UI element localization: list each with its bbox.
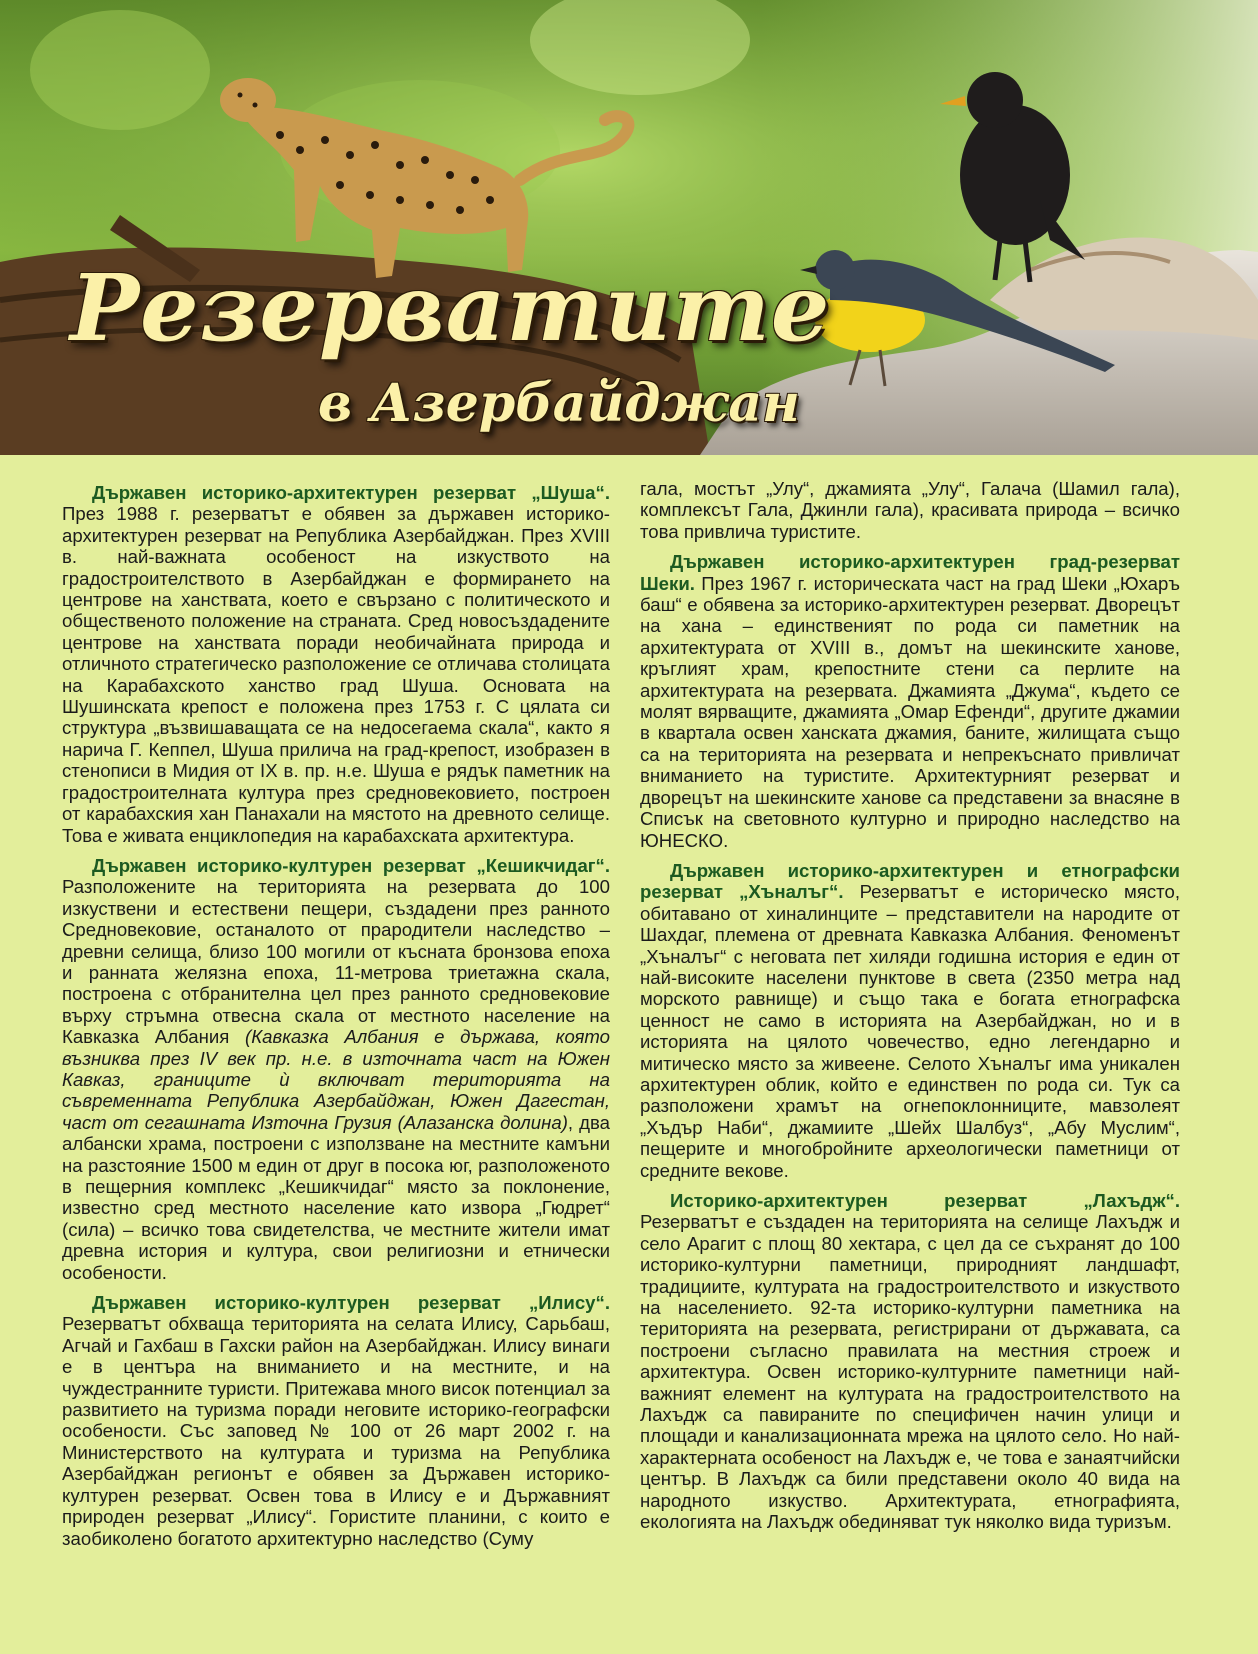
article-text: През 1988 г. резерватът е обявен за държавен историко-архитектурен резерват на Република Азербайджан. През XVIII в. най-важната особеност на изкуството на градостроителството в Азербайджан е формирането на центрове на ханствата, което е свързано с политическото и общественото положение на страната. Сред новосъздадените центрове на ханствата поради необичайната природа и отличното стратегическо разположение се отличава столицата на Карабахското ханство град Шуша. Основата на Шушинската крепост е положена през 1753 г. С цялата си структура „възвишаващата се на недосегаема скала“, както я нарича Г. Кеппел, Шуша прилича на град-крепост, изобразен в стенописи в Мидия от IX в. пр. н.е. Шуша е рядък паметник на градостроителната култура през средновековието, построен от карабахския хан Панахали на мястото на древното селище. Това е живата енциклопедия на карабахската архитектура.: [62, 503, 610, 846]
right-column: [640, 478, 1180, 1542]
article-shusha: [62, 482, 610, 846]
article-italic-note: (Кавказка Албания е държава, която възниква през IV век пр. н.е. в източната част на Южен Кавказ, границите ѝ включват територията на съвременната Република Азербайджан, Южен Дагестан, част от сегашната Източна Грузия (Алазанска долина): [62, 1026, 610, 1133]
article-heading: Държавен историко-културен резерват „Кешикчидаг“.: [92, 854, 610, 876]
left-column: [62, 482, 610, 1558]
article-text: Резерватът обхваща територията на селата Илису, Сарьбаш, Агчай и Гахбаш в Гахски район на Азербайджан. Илису винаги е в центъра на вниманието и на местните, и на чуждестранните туристи. Притежава много висок потенциал за развитието на туризма поради неговите историко-географски особености. Със заповед № 100 от 26 март 2002 г. на Министерството на културата и туризма на Република Азербайджан регионът е обявен за Държавен историко-културен резерват. Освен това в Илису е и Държавният природен резерват „Илису“. Гористите планини, с които е заобиколено богатото архитектурно наследство (Суму: [62, 1313, 610, 1549]
article-heading: Държавен историко-архитектурен резерват „Шуша“.: [92, 482, 610, 503]
page-subtitle: в Азербайджан: [318, 373, 800, 434]
article-hinalig: [640, 860, 1180, 1181]
article-lahij: [640, 1190, 1180, 1533]
article-text: През 1967 г. историческата част на град Шеки „Юхаръ баш“ е обявена за историко-архитектурен резерват. Дворецът на хана – единственият по рода си паметник на архитектурата от XVIII в., домът на шекинските ханове, кръглият храм, крепостните стени са перлите на архитектурата на резервата. Джамията „Джума“, където се молят вярващите, джамията „Омар Ефенди“, другите джамии в квартала освен ханската джамия, баните, жилищата също са на територията на резервата и непрекъснато привличат вниманието на туристите. Архитектурният резерват и дворецът на шекинските ханове са представени за внасяне в Списък на световното културно и природно наследство на ЮНЕСКО.: [640, 572, 1180, 851]
header-banner: [0, 0, 1258, 455]
article-heading: Държавен историко-културен резерват „Илису“.: [92, 1292, 610, 1314]
article-text: Разположените на територията на резервата до 100 изкуствени и естествени пещери, създадени през ранното Средновековие, останалото от прародители наследство – древни селища, близо 100 могили от късната бронзова епоха и ранната желязна епоха, 11-метрова триетажна скала, построена с отбранителна цел през ранното средновековие върху стръмна отвесна скала от местното население на Кавказка Албания: [62, 876, 610, 1048]
article-ilisu-continued: [640, 478, 1180, 542]
article-sheki: [640, 551, 1180, 851]
article-ilisu: [62, 1292, 610, 1549]
article-text: Резерватът е историческо място, обитавано от хиналинците – представители на народите от Шахдаг, племена от древната Кавказка Албания. Феноменът „Хъналъг“ с неговата пет хиляди годишна история е един от най-високите населени пунктове в света (2350 метра над морското равнище) и също така е богата етнографска ценност не само в историята на Азербайджан, но и в историята на цялото човечество, едно легендарно и митическо място за живеене. Селото Хъналъг има уникален архитектурен облик, който е единствен по рода си. Тук са разположени храмът на огнепоклонниците, мавзолеят „Хъдър Наби“, джамиите „Шейх Шалбуз“, „Абу Муслим“, пещерите и многобройните археологически паметници от средните векове.: [640, 881, 1180, 1181]
article-text: Резерватът е създаден на територията на селище Лахъдж и село Арагит с площ 80 хектара, с цел да се съхранят до 100 историко-културни паметници, природният ландшафт, традициите, културата на градостроителството и изкуството на населението. 92-та историко-културни паметника на територията на резервата, регистрирани от държавата, са построени съгласно правилата на местния строеж и архитектура. Освен историко-културните паметници най-важният елемент на културата на градостроителството на Лахъдж са павираните по специфичен начин улици и площади и канализационната мрежа на цялото село. Но най-характерната особеност на Лахъдж е, че това е занаятчийски център. В Лахъдж са били представени около 40 вида на народното изкуство. Архитектурата, етнографията, екологията на Лахъдж обединяват тук няколко вида туризъм.: [640, 1211, 1180, 1533]
article-text: , два албански храма, построени с използване на местните камъни на разстояние 1500 м един от друг в посока юг, разположеното в пещерния комплекс „Кешикчидаг“ място за поклонение, известно сред местното население като извора „Гюдрет“ (сила) – всичко това свидетелства, че местните жители имат древна история и култура, свои религиозни и етнически особености.: [62, 1111, 610, 1283]
article-heading: Историко-архитектурен резерват „Лахъдж“.: [670, 1190, 1180, 1211]
article-heading: Държавен историко-архитектурен град-резерват Шеки.: [640, 551, 1180, 594]
article-keshikchidag: [62, 855, 610, 1283]
page-title: Резерватите: [70, 254, 831, 362]
article-heading: Държавен историко-архитектурен и етнографски резерват „Хъналъг“.: [640, 859, 1180, 903]
article-text: гала, мостът „Улу“, джамията „Улу“, Галача (Шамил гала), комплексът Гала, Джинли гала), красивата природа – всичко това привлича туристите.: [640, 478, 1180, 542]
